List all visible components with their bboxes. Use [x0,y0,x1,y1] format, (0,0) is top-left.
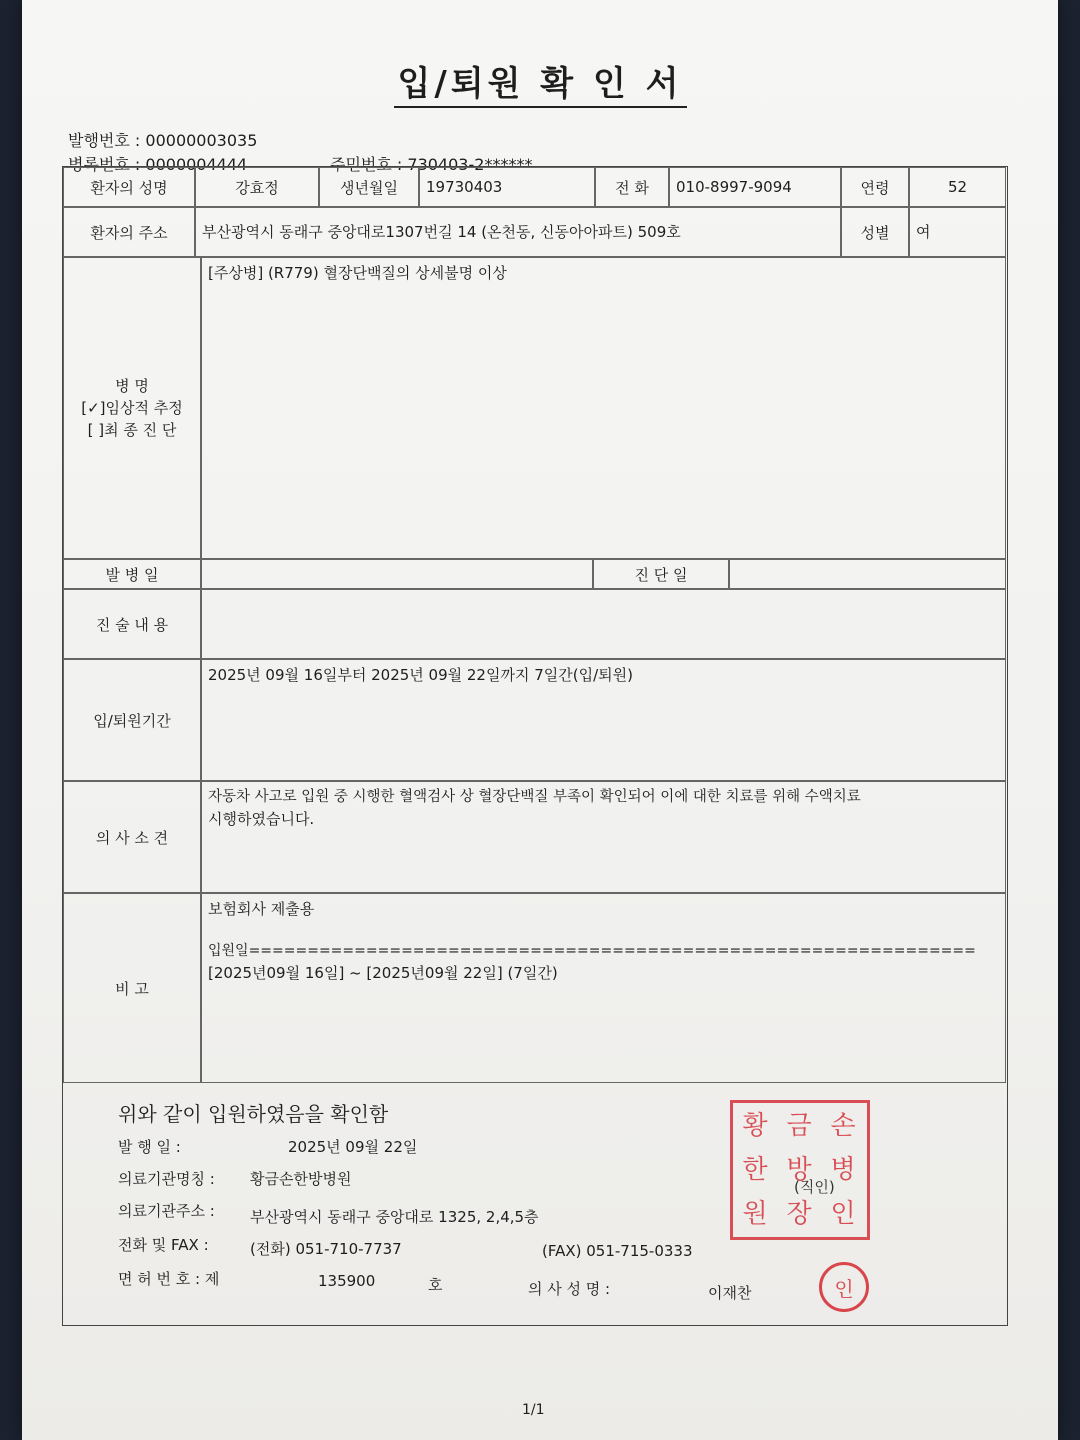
diagnosis-option-final: [ ]최 종 진 단 [87,421,177,439]
diagnosis-label-cell [63,257,201,559]
diagnosis-date-label: 진 단 일 [593,559,729,589]
doctor-name: 이재찬 [708,1284,752,1302]
diagnosis-option-clinical: [✓]임상적 추정 [81,399,183,417]
confirm-statement: 위와 같이 입원하였음을 확인함 [118,1102,389,1126]
sex: 여 [909,207,1006,257]
institution-address: 부산광역시 동래구 중앙대로 1325, 2,4,5층 [250,1208,539,1226]
diagnosis-text: [주상병] (R779) 혈장단백질의 상세불명 이상 [201,257,1006,559]
opinion-line-2: 시행하였습니다. [208,810,315,828]
dob-label: 생년월일 [319,167,419,207]
dob: 19730403 [419,167,595,207]
opinion-line-1: 자동차 사고로 입원 중 시행한 혈액검사 상 혈장단백질 부족이 확인되어 이에 대한 치료를 위해 수액치료 [208,789,861,805]
stamp-note: (직인) [794,1178,835,1196]
statement-value [201,589,1006,659]
diagnosis-date-value [729,559,1006,589]
diagnosis-label: 병 명 [115,377,149,395]
remarks-text [201,893,1006,1083]
document-title: 입/퇴원 확 인 서 [22,56,1058,105]
address-label: 환자의 주소 [63,207,195,257]
onset-value [201,559,593,589]
license-number: 135900 [318,1272,376,1290]
institution-address-label: 의료기관주소 : [118,1202,215,1220]
doctor-label: 의 사 성 명 : [528,1280,611,1298]
address: 부산광역시 동래구 중앙대로1307번길 14 (온천동, 신동아아파트) 509호 [195,207,841,257]
phone-label: 전 화 [595,167,669,207]
record-number: 병록번호 : 0000004444 [68,155,248,174]
age: 52 [909,167,1006,207]
remarks-line-3: [2025년09월 16일] ~ [2025년09월 22일] (7일간) [208,964,558,982]
sex-label: 성별 [841,207,909,257]
tel: (전화) 051-710-7737 [250,1240,402,1258]
hospital-stamp: 황 금 손 한 방 병 원 장 인 [730,1100,870,1240]
remarks-label: 비 고 [63,893,201,1083]
page-number: 1/1 [522,1402,545,1418]
patient-name: 강효정 [195,167,319,207]
license-label: 면 허 번 호 : 제 [118,1270,220,1288]
opinion-label: 의 사 소 견 [63,781,201,893]
remarks-line-2: 입원일============================================================== [208,943,976,959]
age-label: 연령 [841,167,909,207]
institution-label: 의료기관명칭 : [118,1170,215,1188]
institution-name: 황금손한방병원 [250,1170,352,1188]
onset-label: 발 병 일 [63,559,201,589]
license-suffix: 호 [428,1276,443,1294]
issue-date: 2025년 09월 22일 [288,1138,418,1156]
patient-name-label: 환자의 성명 [63,167,195,207]
period-text: 2025년 09월 16일부터 2025년 09월 22일까지 7일간(입/퇴원) [201,659,1006,781]
resident-number: 주민번호 : 730403-2****** [330,155,533,174]
remarks-line-1: 보험회사 제출용 [208,900,315,918]
phone: 010-8997-9094 [669,167,841,207]
fax: (FAX) 051-715-0333 [542,1242,693,1260]
period-label: 입/퇴원기간 [63,659,201,781]
opinion-text [201,781,1006,893]
document-paper [22,0,1058,1440]
doctor-seal: 인 [819,1262,869,1312]
statement-label: 진 술 내 용 [63,589,201,659]
issue-date-label: 발 행 일 : [118,1138,181,1156]
tel-fax-label: 전화 및 FAX : [118,1236,209,1254]
issue-number: 발행번호 : 00000003035 [68,131,258,150]
